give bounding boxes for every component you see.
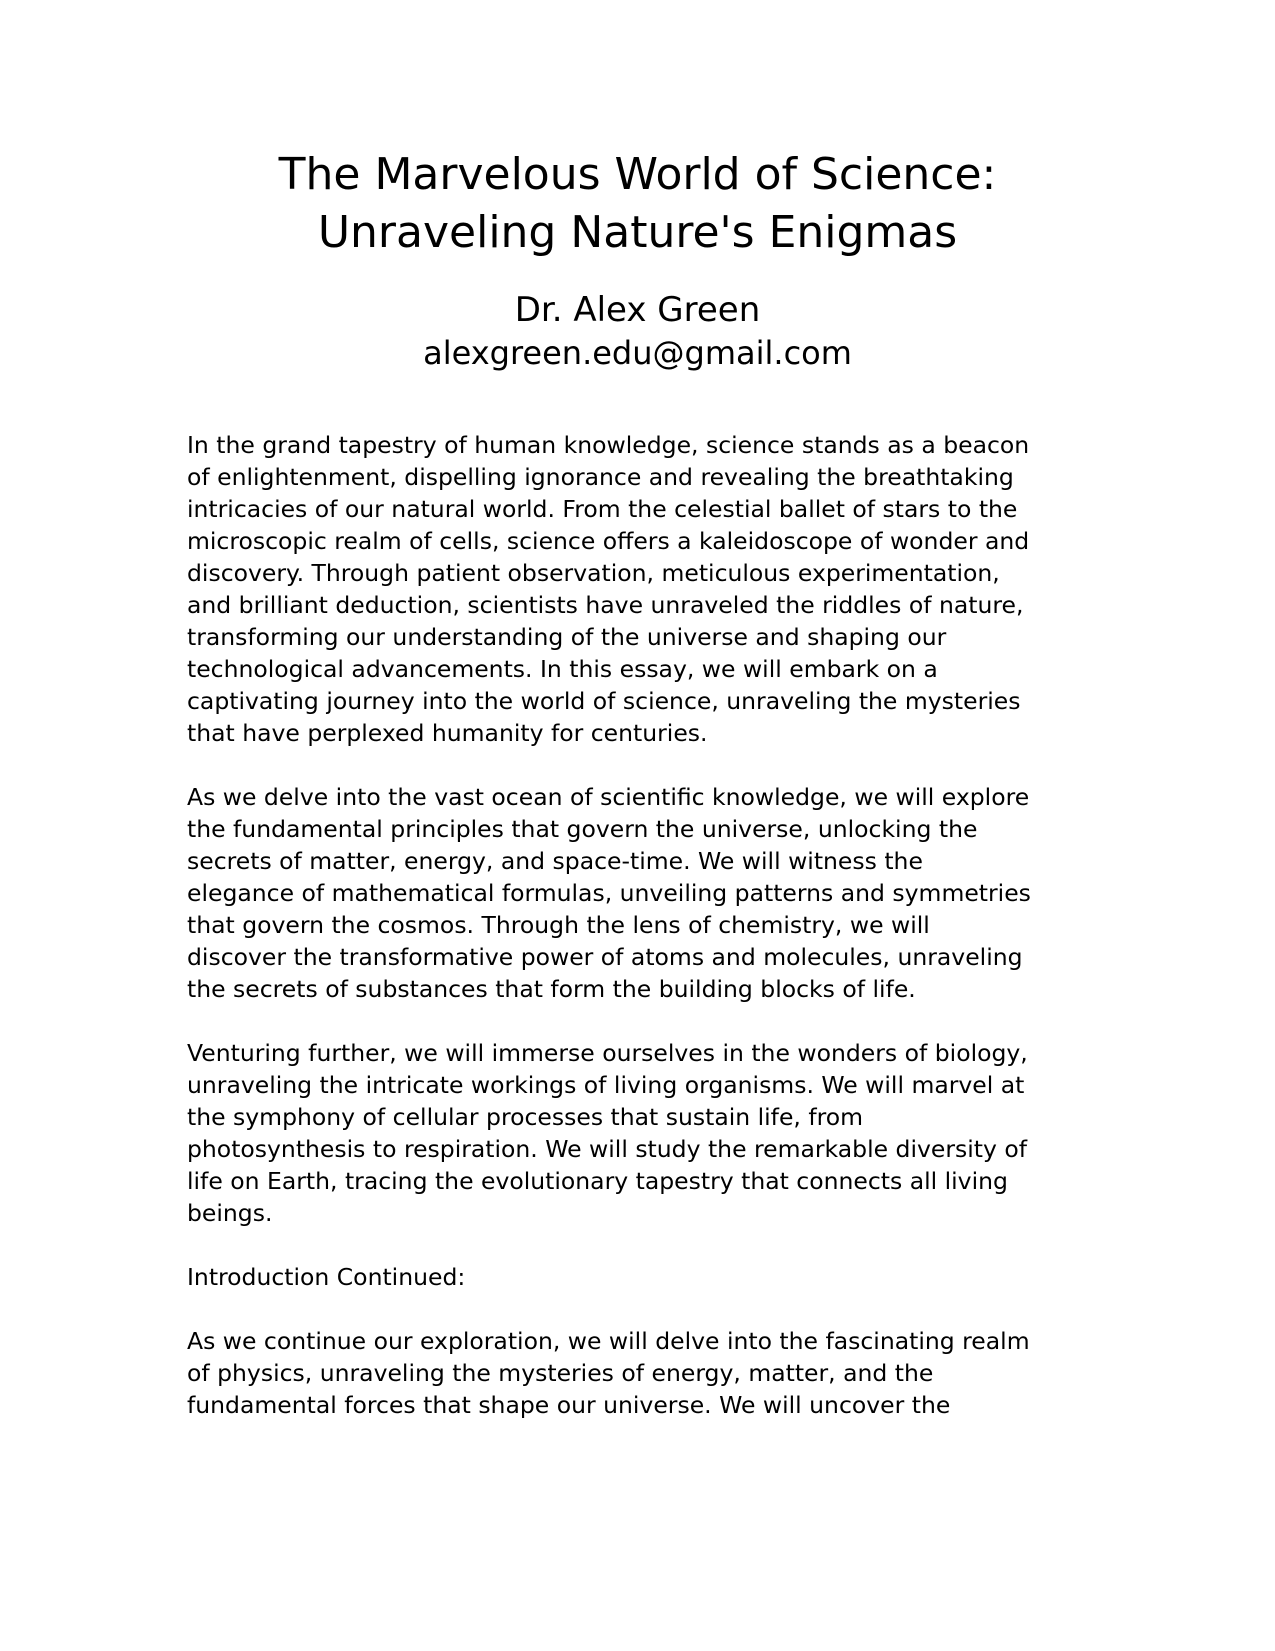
body-line: As we continue our exploration, we will delve into the fascinating realm (187, 1327, 1030, 1355)
body-line: life on Earth, tracing the evolutionary tapestry that connects all living (187, 1167, 1008, 1195)
body-line: the symphony of cellular processes that sustain life, from (187, 1103, 864, 1131)
body-line: photosynthesis to respiration. We will study the remarkable diversity of (187, 1135, 1028, 1163)
section-label: Introduction Continued: (187, 1263, 466, 1291)
body-line: unraveling the intricate workings of living organisms. We will marvel at (187, 1071, 1025, 1099)
body-line: technological advancements. In this essay, we will embark on a (187, 655, 938, 683)
body-line: that have perplexed humanity for centuries. (187, 719, 708, 747)
body-line: secrets of matter, energy, and space-time. We will witness the (187, 847, 923, 875)
body-line: and brilliant deduction, scientists have unraveled the riddles of nature, (187, 591, 1024, 619)
body-line: discover the transformative power of atoms and molecules, unraveling (187, 943, 1023, 971)
body-line: transforming our understanding of the universe and shaping our (187, 623, 947, 651)
body-line: In the grand tapestry of human knowledge, science stands as a beacon (187, 431, 1030, 459)
author-email: alexgreen.edu@gmail.com (423, 334, 852, 372)
author-name: Dr. Alex Green (514, 290, 761, 330)
body-line: that govern the cosmos. Through the lens of chemistry, we will (187, 911, 930, 939)
body-line: elegance of mathematical formulas, unveiling patterns and symmetries (187, 879, 1031, 907)
body-line: captivating journey into the world of science, unraveling the mysteries (187, 687, 1021, 715)
body-line: fundamental forces that shape our universe. We will uncover the (187, 1391, 951, 1419)
body-line: the secrets of substances that form the building blocks of life. (187, 975, 916, 1003)
body-line: microscopic realm of cells, science offers a kaleidoscope of wonder and (187, 527, 1030, 555)
body-line: of physics, unraveling the mysteries of energy, matter, and the (187, 1359, 934, 1387)
body-line: the fundamental principles that govern the universe, unlocking the (187, 815, 978, 843)
body-line: discovery. Through patient observation, meticulous experimentation, (187, 559, 1000, 587)
body-line: intricacies of our natural world. From the celestial ballet of stars to the (187, 495, 1018, 523)
body-line: beings. (187, 1199, 273, 1227)
body-line: Venturing further, we will immerse ourselves in the wonders of biology, (187, 1039, 1028, 1067)
body-line: of enlightenment, dispelling ignorance and revealing the breathtaking (187, 463, 1014, 491)
document-title-line-2: Unraveling Nature's Enigmas (317, 207, 958, 258)
body-line: As we delve into the vast ocean of scientific knowledge, we will explore (187, 783, 1030, 811)
document-title-line-1: The Marvelous World of Science: (278, 149, 997, 200)
